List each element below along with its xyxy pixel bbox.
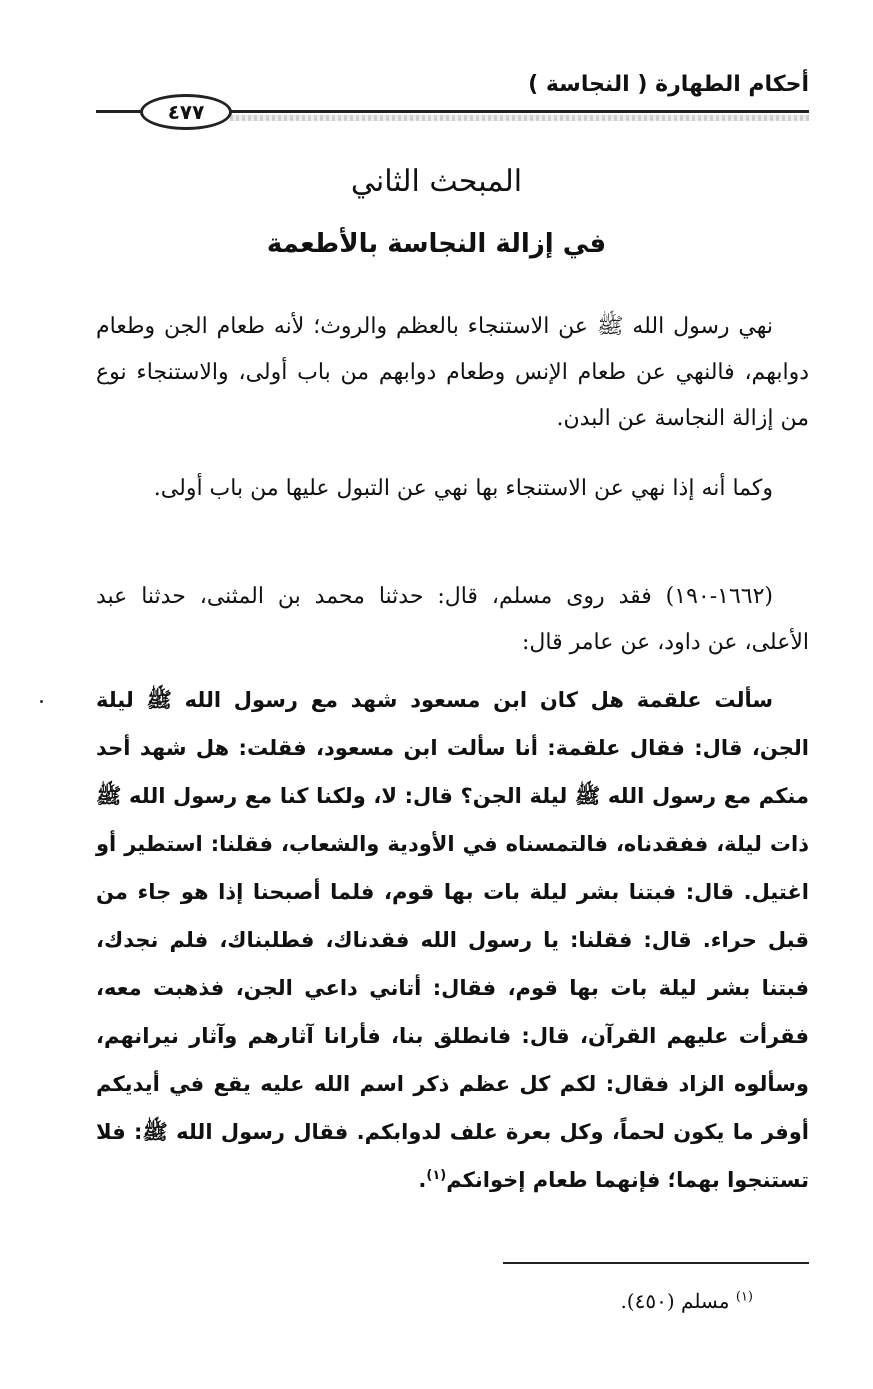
page-number: ٤٧٧ <box>140 94 232 130</box>
paragraph-hadith-chain: (١٦٦٢-١٩٠) فقد روى مسلم، قال: حدثنا محمد بن المثنى، حدثنا عبد الأعلى، عن داود، عن عامر قال: <box>96 584 809 655</box>
header-ornament <box>230 115 809 121</box>
footnote-mark: (١) <box>735 1289 753 1305</box>
footnote-1 <box>620 1284 753 1318</box>
section-subheading: في إزالة النجاسة بالأطعمة <box>266 229 607 259</box>
paragraph-second: وكما أنه إذا نهي عن الاستنجاء بها نهي عن التبول عليها من باب أولى. <box>153 476 773 501</box>
hadith-text: سألت علقمة هل كان ابن مسعود شهد مع رسول الله ﷺ ليلة الجن، قال: فقال علقمة: أنا سألت ابن مسعود، فقلت: هل شهد أحد منكم مع رسول الله ﷺ ليلة الجن؟ قال: لا، ولكنا كنا مع رسول الله ﷺ ذات ليلة، ففقدناه، فالتمسناه في الأودية والشعاب، فقلنا: استطير أو اغتيل. قال: فبتنا بشر ليلة بات بها قوم، فلما أصبحنا إذا هو جاء من قبل حراء. قال: فقلنا: يا رسول الله فقدناك، فطلبناك، فلم نجدك، فبتنا بشر ليلة بات بها قوم، فقال: أتاني داعي الجن، فذهبت معه، فقرأت عليهم القرآن، قال: فانطلق بنا، فأرانا آثارهم وآثار نيرانهم، وسألوه الزاد فقال: لكم كل عظم ذكر اسم الله عليه يقع في أيديكم أوفر ما يكون لحماً، وكل بعرة علف لدوابكم. فقال رسول الله ﷺ: فلا تستنجوا بهما؛ فإنهما طعام إخوانكم <box>96 688 809 1192</box>
margin-dot <box>40 700 43 703</box>
paragraph-intro: نهي رسول الله ﷺ عن الاستنجاء بالعظم والروث؛ لأنه طعام الجن وطعام دوابهم، فالنهي عن طعام الإنس وطعام دوابهم من باب أولى، والاستنجاء نوع من إزالة النجاسة عن البدن. <box>96 314 809 431</box>
running-title: أحكام الطهارة ( النجاسة ) <box>528 72 809 97</box>
footnote-text: مسلم (٤٥٠). <box>620 1289 730 1313</box>
footnote-reference[interactable]: (١) <box>426 1168 447 1183</box>
footnote-rule <box>503 1262 809 1264</box>
paragraph-hadith-text: سألت علقمة هل كان ابن مسعود شهد مع رسول الله ﷺ ليلة الجن، قال: فقال علقمة: أنا سألت ابن مسعود، فقلت: هل شهد أحد منكم مع رسول الله ﷺ ليلة الجن؟ قال: لا، ولكنا كنا مع رسول الله ﷺ ذات ليلة، ففقدناه، فالتمسناه في الأودية والشعاب، فقلنا: استطير أو اغتيل. قال: فبتنا بشر ليلة بات بها قوم، فلما أصبحنا إذا هو جاء من قبل حراء. قال: فقلنا: يا رسول الله فقدناك، فطلبناك، فلم نجدك، فبتنا بشر ليلة بات بها قوم، فقال: أتاني داعي الجن، فذهبت معه، فقرأت عليهم القرآن، قال: فانطلق بنا، فأرانا آثارهم وآثار نيرانهم، وسألوه الزاد فقال: لكم كل عظم ذكر اسم الله عليه يقع في أيديكم أوفر ما يكون لحماً، وكل بعرة علف لدوابكم. فقال رسول الله ﷺ: فلا تستنجوا بهما؛ فإنهما طعام إخوانكم$^{(١)}$. <box>96 688 809 1192</box>
section-heading: المبحث الثاني <box>350 164 523 199</box>
